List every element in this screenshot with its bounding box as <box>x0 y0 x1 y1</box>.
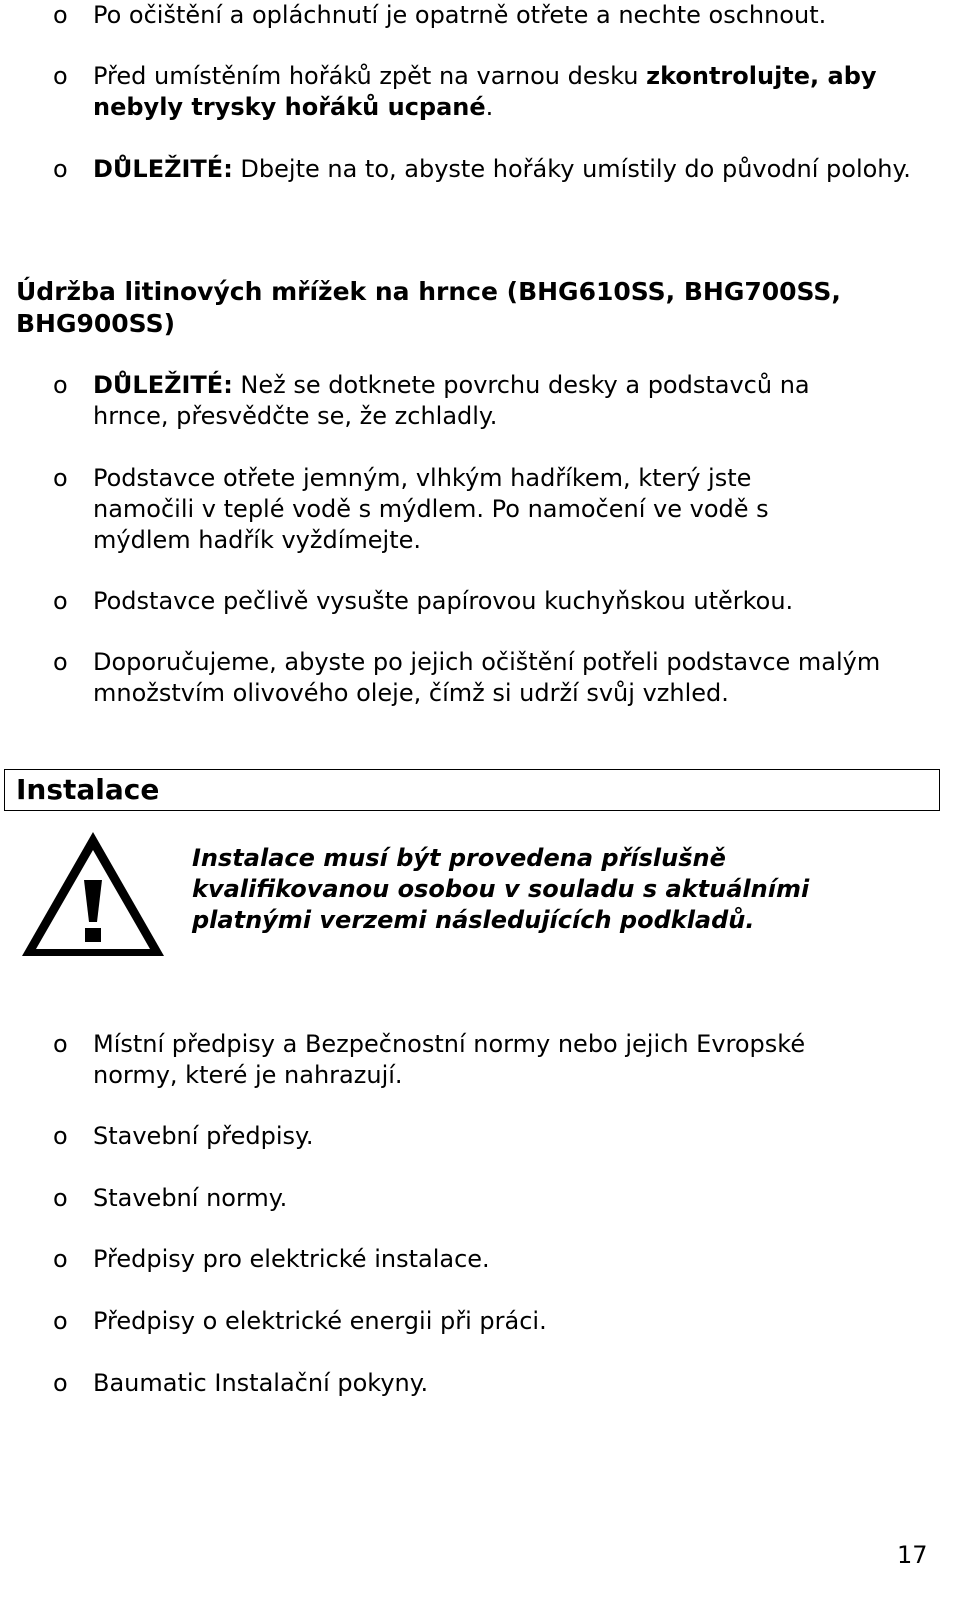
list-item-text: Stavební předpisy. <box>93 1122 314 1150</box>
bullet-marker: o <box>53 1184 68 1212</box>
list-item-text: Stavební normy. <box>93 1184 288 1212</box>
bullet-marker: o <box>53 1245 68 1273</box>
list-item-text: DŮLEŽITÉ: Než se dotknete povrchu desky a podstavců na hrnce, přesvědčte se, že zchladly. <box>93 371 810 430</box>
list-item-text: Baumatic Instalační pokyny. <box>93 1369 429 1397</box>
warning-triangle-icon <box>18 828 168 960</box>
bullet-marker: o <box>53 62 68 90</box>
list-item-text: Podstavce pečlivě vysušte papírovou kuchyňskou utěrkou. <box>93 587 794 615</box>
bullet-marker: o <box>53 1369 68 1397</box>
bullet-marker: o <box>53 371 68 399</box>
list-item-text: Podstavce otřete jemným, vlhkým hadříkem, který jste namočili v teplé vodě s mýdlem. Po namočení ve vodě s mýdlem hadřík vyždímejte. <box>93 464 769 554</box>
bullet-marker: o <box>53 587 68 615</box>
list-item-text: Předpisy o elektrické energii při práci. <box>93 1307 547 1335</box>
important-label: DŮLEŽITÉ: <box>93 155 233 183</box>
list-item-text: Předpisy pro elektrické instalace. <box>93 1245 490 1273</box>
bullet-marker: o <box>53 1307 68 1335</box>
list-item-text: Doporučujeme, abyste po jejich očištění potřeli podstavce malým množstvím olivového oleje, čímž si udrží svůj vzhled. <box>93 648 881 707</box>
bullet-marker: o <box>53 1122 68 1150</box>
list-item-text: Po očištění a opláchnutí je opatrně otřete a nechte oschnout. <box>93 1 827 29</box>
list-item-text: Místní předpisy a Bezpečnostní normy nebo jejich Evropské normy, které je nahrazují. <box>93 1030 806 1089</box>
bullet-marker: o <box>53 648 68 676</box>
page-number: 17 <box>897 1541 928 1569</box>
bullet-marker: o <box>53 464 68 492</box>
section-title: Instalace <box>16 773 160 806</box>
warning-text: Instalace musí být provedena příslušně kvalifikovanou osobou v souladu s aktuálními platnými verzemi následujících podkladů. <box>192 844 810 934</box>
emphasis-text: zkontrolujte, aby nebyly trysky hořáků ucpané <box>93 62 877 121</box>
section-header-box <box>4 769 940 811</box>
important-label: DŮLEŽITÉ: <box>93 371 233 399</box>
list-item-text: Před umístěním hořáků zpět na varnou desku zkontrolujte, aby nebyly trysky hořáků ucpané. <box>93 62 877 121</box>
list-item-text: DŮLEŽITÉ: Dbejte na to, abyste hořáky umístily do původní polohy. <box>93 155 911 183</box>
bullet-marker: o <box>53 1 68 29</box>
section-heading: Údržba litinových mřížek na hrnce (BHG610SS, BHG700SS, BHG900SS) <box>16 277 841 338</box>
bullet-marker: o <box>53 155 68 183</box>
bullet-marker: o <box>53 1030 68 1058</box>
